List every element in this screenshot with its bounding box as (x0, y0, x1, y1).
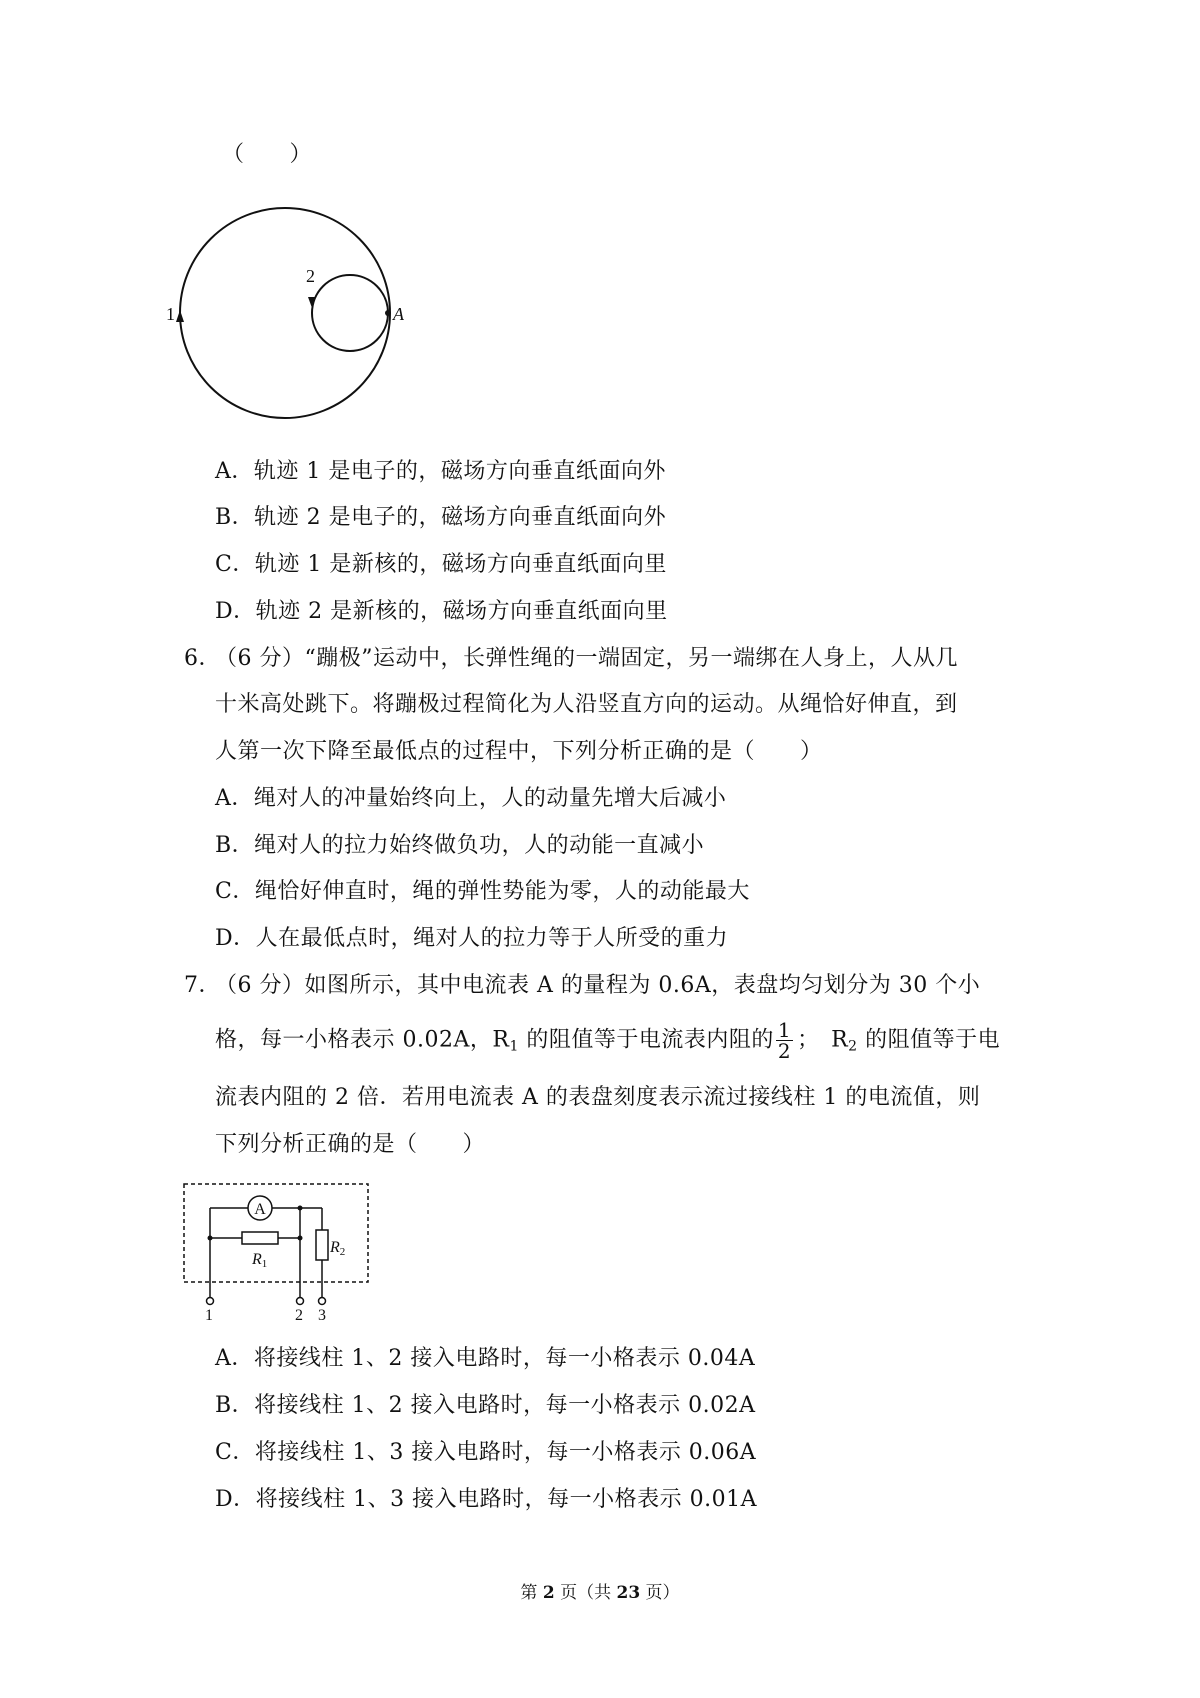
q7-stem-line-2 (215, 1020, 1000, 1062)
q7-stem-line-3: 流表内阻的 2 倍．若用电流表 A 的表盘刻度表示流过接线柱 1 的电流值，则 (215, 1085, 981, 1110)
one-half-fraction (776, 1020, 793, 1061)
q5-option-b: B．轨迹 2 是电子的，磁场方向垂直纸面向外 (215, 505, 667, 530)
q7-number: 7． (184, 973, 221, 998)
page-footer (0, 1578, 1200, 1603)
point-a-label: A (393, 304, 404, 324)
q7-line2-part-a: 格，每一小格表示 0.02A，R (215, 1027, 510, 1053)
fraction-numerator: 1 (777, 1018, 792, 1042)
footer-mid: 页（共 (554, 1583, 617, 1603)
track-2-circle (312, 275, 388, 351)
track-2-arrow (308, 297, 316, 308)
terminal-3-label: 3 (318, 1307, 326, 1320)
q7-option-d: D．将接线柱 1、3 接入电路时，每一小格表示 0.01A (215, 1487, 757, 1512)
fraction-denominator: 2 (777, 1039, 792, 1063)
ammeter-label: A (254, 1201, 266, 1218)
q7-stem-line-4: 下列分析正确的是（ ） (215, 1132, 486, 1157)
q5-option-c: C．轨迹 1 是新核的，磁场方向垂直纸面向里 (215, 552, 667, 577)
r1-subscript: 1 (509, 1038, 519, 1055)
terminal-3-post (319, 1298, 326, 1305)
q6-option-a: A．绳对人的冲量始终向上，人的动量先增大后减小 (215, 786, 727, 811)
footer-page-number: 2 (542, 1583, 555, 1603)
q7-option-c: C．将接线柱 1、3 接入电路时，每一小格表示 0.06A (215, 1440, 757, 1465)
q7-line2-part-d: 的阻值等于电 (857, 1027, 1001, 1053)
answer-brackets: （ ） (222, 142, 313, 167)
r1-resistor (242, 1232, 278, 1244)
q6-number: 6． (184, 646, 221, 671)
q6-stem-line-1: （6 分）“蹦极”运动中，长弹性绳的一端固定，另一端绑在人身上，人从几 (215, 646, 958, 671)
q7-stem-line-1: （6 分）如图所示，其中电流表 A 的量程为 0.6A，表盘均匀划分为 30 个小 (215, 973, 981, 998)
q5-option-d: D．轨迹 2 是新核的，磁场方向垂直纸面向里 (215, 599, 668, 624)
q7-option-a: A．将接线柱 1、2 接入电路时，每一小格表示 0.04A (215, 1346, 756, 1371)
q6-option-d: D．人在最低点时，绳对人的拉力等于人所受的重力 (215, 926, 729, 951)
circuit-figure (180, 1180, 380, 1320)
r2-label: R2 (330, 1239, 346, 1258)
track-1-circle (180, 208, 390, 418)
q6-option-b: B．绳对人的拉力始终做负功，人的动能一直减小 (215, 833, 705, 858)
q5-option-a: A．轨迹 1 是电子的，磁场方向垂直纸面向外 (215, 459, 666, 484)
track-1-label: 1 (166, 304, 175, 324)
r1-label: R1 (252, 1251, 268, 1270)
r2-subscript: 2 (848, 1038, 858, 1055)
track-1-arrow (176, 310, 184, 322)
q6-stem-line-2: 十米高处跳下。将蹦极过程简化为人沿竖直方向的运动。从绳恰好伸直，到 (215, 692, 958, 717)
q6-stem-line-3: 人第一次下降至最低点的过程中，下列分析正确的是（ ） (215, 739, 823, 764)
track-2-label: 2 (306, 266, 315, 286)
terminal-1-post (207, 1298, 214, 1305)
point-a-dot (385, 310, 391, 316)
footer-total-pages: 23 (616, 1583, 641, 1603)
q7-option-b: B．将接线柱 1、2 接入电路时，每一小格表示 0.02A (215, 1393, 756, 1418)
footer-prefix: 第 (520, 1583, 543, 1603)
terminal-1-label: 1 (205, 1307, 213, 1320)
q7-line2-part-c: ； R (797, 1027, 849, 1053)
terminal-2-post (297, 1298, 304, 1305)
footer-suffix: 页） (640, 1583, 680, 1603)
orbit-figure (160, 180, 450, 450)
q6-option-c: C．绳恰好伸直时，绳的弹性势能为零，人的动能最大 (215, 879, 750, 904)
r2-resistor (316, 1230, 328, 1260)
q7-line2-part-b: 的阻值等于电流表内阻的 (518, 1027, 774, 1053)
terminal-2-label: 2 (295, 1307, 303, 1320)
